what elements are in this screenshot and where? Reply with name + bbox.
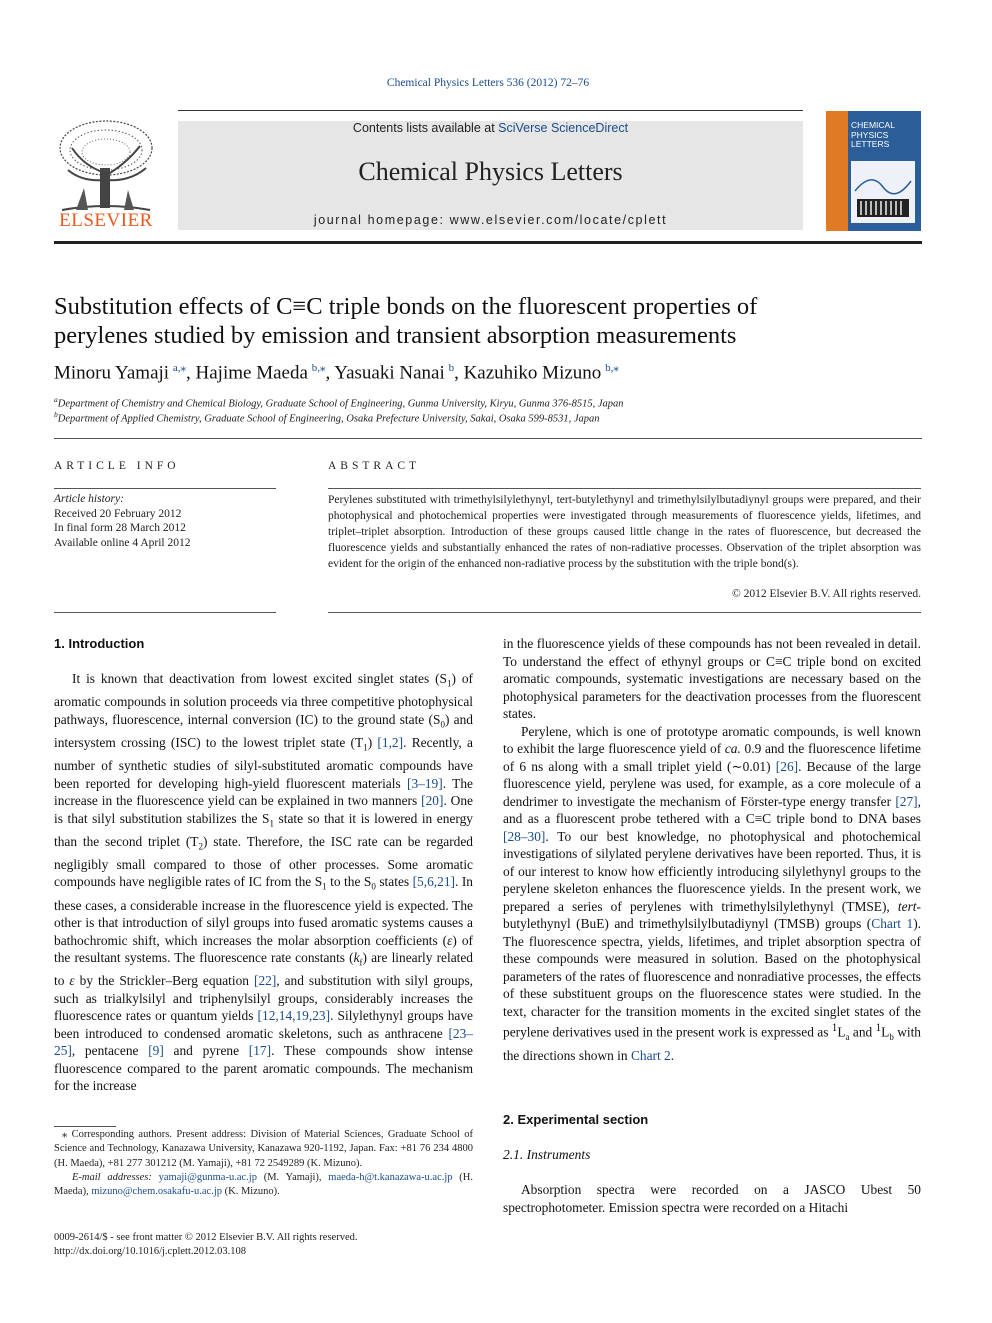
abstract-rule-top	[328, 488, 921, 489]
footnote-rule	[54, 1126, 116, 1127]
contents-line	[178, 121, 803, 135]
intro-paragraph-1: It is known that deactivation from lowest excited singlet states $(S_1)$ of aromatic compounds in solution proceeds via three competitive photophysical pathways, fluorescence, internal conversion (IC) to the ground state $(S_0)$ and intersystem crossing (ISC) to the lowest triplet state $(T_1)$ [1,2]. Recently, a number of synthetic studies of silyl-substituted aromatic compounds have been reported for developing high-yield fluorescent materials [3–19]. The increase in the fluorescence yield can be explained in two manners [20]. One is that silyl substitution stabilizes the $S_1$ state so that it is lowered in energy than the second triplet $(T_2)$ state. Therefore, the ISC rate can be regarded negligibly small compared to those of other processes. Some aromatic compounds have negligible rates of IC from the $S_1$ to the $S_0$ states [5,6,21]. In these cases, a considerable increase in the fluorescence yield is expected. The other is that introduction of silyl groups into fused aromatic systems causes a bathochromic shift, which increases the molar absorption coefficients (ε) of the resultant systems. The fluorescence rate constants $(k_f)$ are linearly related to ε by the Strickler–Berg equation [22], and substitution with silyl groups, such as trialkylsilyl and triphenylsilyl groups, considerably increases the fluorescence rates or quantum yields [12,14,19,23]. Silylethynyl groups have been introduced to condensed aromatic skeletons, such as anthracene [23–25], pentacene [9] and pyrene [17]. These compounds show intense fluorescence compared to the parent aromatic compounds. The mechanism for the increase	[54, 671, 474, 1094]
info-rule-top	[54, 488, 276, 489]
journal-citation[interactable]: Chemical Physics Letters 536 (2012) 72–76	[386, 77, 590, 89]
abstract-rule-bottom	[328, 612, 921, 613]
author-list: Minoru Yamaji $^{a,⁎}$, Hajime Maeda $^{b,⁎}$, Yasuaki Nanai $^b$, Kazuhiko Mizuno $^{b,⁎}$	[54, 362, 619, 384]
journal-title: Chemical Physics Letters	[358, 157, 623, 186]
front-matter-line: 0009-2614/$ - see front matter © 2012 Elsevier B.V. All rights reserved.	[54, 1232, 358, 1243]
affiliation-a: $^a$Department of Chemistry and Chemical Biology, Graduate School of Engineering, Gunma University, Kiryu, Gunma 376-8515, Japan	[54, 395, 624, 410]
journal-cover-thumbnail[interactable]	[826, 111, 921, 231]
article-history: Article history: Received 20 February 2012 In final form 28 March 2012 Available online 4 April 2012	[54, 493, 191, 549]
author-affiliation-mark[interactable]: b,⁎	[605, 362, 619, 374]
doi-link[interactable]: http://dx.doi.org/10.1016/j.cplett.2012.03.108	[54, 1246, 247, 1257]
journal-homepage	[178, 213, 803, 227]
homepage-prefix: journal homepage:	[313, 213, 450, 227]
abstract-copyright: © 2012 Elsevier B.V. All rights reserved.	[732, 588, 921, 600]
author: Kazuhiko Mizuno	[463, 362, 602, 384]
abstract-text: Perylenes substituted with trimethylsilylethynyl, tert-butylethynyl and trimethylsilylbutadiynyl groups were prepared, and their photophysical and photochemical properties were investigated through measurements of fluorescence yields, lifetimes, and triplet–triplet absorption. Introduction of these groups caused little change in the rates of fluorescence, but decreased the fluorescence yields and substantially enhanced the rates of non-radiative processes. Observation of the triplet absorption was evident for the origin of the enhanced non-radiative process by the substitution with the triple bond(s).	[328, 494, 921, 570]
corresponding-author-footnote: ⁎ Corresponding authors. Present address: Division of Material Sciences, Graduate School of Science and Technology, Kanazawa University, Kanazawa 920-1192, Japan. Fax: +81 76 234 4800 (H. Maeda), +81 277 301212 (M. Yamaji), +81 72 2549289 (K. Mizuno). E-mail addresses: yamaji@gunma-u.ac.jp (M. Yamaji), maeda-h@t.kanazawa-u.ac.jp (H. Maeda), mizuno@chem.osakafu-u.ac.jp (K. Mizuno).	[54, 1128, 473, 1199]
author-affiliation-mark[interactable]: b,⁎	[311, 362, 326, 374]
intro-paragraph-2: in the fluorescence yields of these compounds has not been revealed in detail. To understand the effect of ethynyl groups or C≡C triple bond on excited aromatic compounds, systematic investigations are necessary based on the photophysical parameters for the deactivation processes from the fluorescent states. Perylene, which is one of prototype aromatic compounds, is well known to exhibit the large fluorescence yield of ca. 0.9 and the fluorescence lifetime of 6 ns along with a small triplet yield (∼0.01) [26]. Because of the large fluorescence yield, perylene was used, for example, as a core molecule of a dendrimer to investigate the mechanism of Förster-type energy transfer [27], and as a fluorescent probe tethered with a C≡C triple bond to DNA bases [28–30]. To our best knowledge, no photophysical and photochemical investigations of silylated perylene derivatives have been reported. Thus, it is of our interest to know how efficiently introducing silylethynyl groups to the perylene skeleton enhances the fluorescence yields. In the present work, we prepared a series of perylenes with trimethylsilylethynyl (TMSE), tert-butylethynyl (BuE) and trimethylsilylbutadiynyl (TMSB) groups (Chart 1). The fluorescence spectra, yields, lifetimes, and triplet absorption spectra of these compounds were measured in solution. Based on the photophysical parameters of the rates of fluorescence and nonradiative processes, the effects of these substituent groups on the fluorescence states were studied. In the text, character for the transition moments in the excited singlet states of the perylene derivatives used in the present work is expressed as $^1L_a$ and $^1L_b$ with the directions shown in Chart 2.	[503, 636, 922, 1063]
email-addresses: E-mail addresses: yamaji@gunma-u.ac.jp (M. Yamaji), maeda-h@t.kanazawa-u.ac.jp (H. Maeda), mizuno@chem.osakafu-u.ac.jp (K. Mizuno).	[54, 1171, 473, 1198]
cover-title: CHEMICAL PHYSICS LETTERS	[851, 120, 895, 149]
header-rule	[178, 110, 803, 111]
abstract-heading: ABSTRACT	[328, 460, 421, 472]
info-rule-bottom	[54, 612, 276, 613]
header-thick-rule	[54, 241, 922, 244]
author: Hajime Maeda	[195, 362, 308, 384]
article-info-heading: ARTICLE INFO	[54, 460, 180, 472]
author: Yasuaki Nanai	[334, 362, 445, 384]
homepage-link[interactable]: www.elsevier.com/locate/cplett	[449, 213, 668, 227]
section-heading-experimental: 2. Experimental section	[503, 1112, 649, 1127]
affiliation-b: $^b$Department of Applied Chemistry, Graduate School of Engineering, Osaka Prefecture University, Sakai, Osaka 599-8531, Japan	[54, 410, 600, 425]
email-link[interactable]: maeda-h@t.kanazawa-u.ac.jp	[328, 1171, 453, 1183]
cover-graphic	[851, 161, 915, 223]
cover-strip	[826, 111, 848, 231]
email-link[interactable]: mizuno@chem.osakafu-u.ac.jp	[91, 1186, 222, 1198]
subsection-heading-instruments: 2.1. Instruments	[503, 1147, 591, 1162]
author-affiliation-mark[interactable]: b	[448, 362, 455, 374]
contents-prefix: Contents lists available at	[352, 121, 499, 135]
elsevier-wordmark: ELSEVIER	[59, 210, 153, 231]
instruments-paragraph: Absorption spectra were recorded on a JASCO Ubest 50 spectrophotometer. Emission spectra were recorded on a Hitachi	[503, 1182, 921, 1215]
cover-image	[851, 161, 915, 223]
email-link[interactable]: yamaji@gunma-u.ac.jp	[158, 1171, 257, 1183]
title-rule	[54, 438, 922, 439]
author: Minoru Yamaji	[54, 362, 170, 384]
sciencedirect-link[interactable]: SciVerse ScienceDirect	[498, 121, 629, 135]
section-heading-introduction: 1. Introduction	[54, 636, 145, 651]
author-affiliation-mark[interactable]: a,⁎	[172, 362, 187, 374]
article-title: Substitution effects of C≡C triple bonds on the fluorescent properties of perylenes studied by emission and transient absorption measurements	[54, 293, 758, 349]
